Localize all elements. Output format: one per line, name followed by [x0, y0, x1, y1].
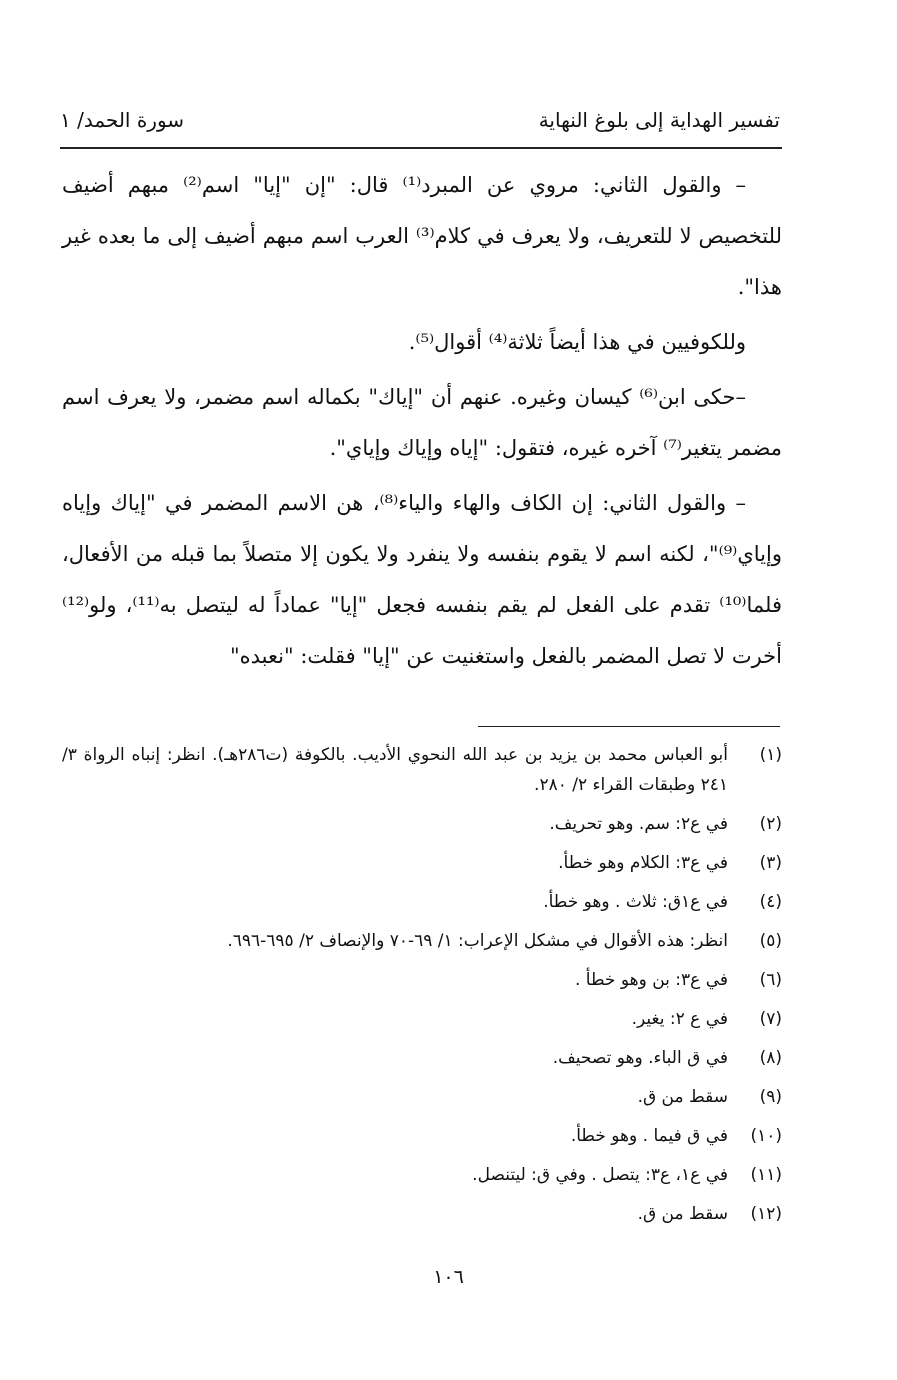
footnote-text: في ع٢: سم. وهو تحريف. [549, 814, 728, 834]
footnote-text: انظر: هذه الأقوال في مشكل الإعراب: ١/ ٦٩-٧٠ والإنصاف ٢/ ٦٩٥-٦٩٦. [227, 931, 728, 951]
paragraph: – والقول الثاني: مروي عن المبرد⁽¹⁾ قال: "إن "إيا" اسم⁽²⁾ مبهم أضيف للتخصيص لا للتعريف، ولا يعرف في كلام⁽³⁾ العرب اسم مبهم أضيف إلى ما بعده غير هذا". [62, 173, 782, 299]
footnote-item [62, 1043, 782, 1073]
footnote-number: (٩) [759, 1087, 782, 1107]
footnote-number: (١٢) [750, 1204, 782, 1224]
paragraph: وللكوفيين في هذا أيضاً ثلاثة⁽⁴⁾ أقوال⁽⁵⁾. [408, 330, 746, 354]
footnote-text: في ع ٢: يغير. [631, 1009, 728, 1029]
footnote-number: (٤) [759, 892, 782, 912]
footnote-item [62, 1121, 782, 1151]
footnote-item [62, 926, 782, 956]
footnote-item [62, 740, 782, 800]
footnote-number: (٣) [759, 853, 782, 873]
footnote-item [62, 965, 782, 995]
surah-label: سورة الحمد/ ١ [60, 108, 185, 132]
footnote-text: في ق الباء. وهو تصحيف. [552, 1048, 728, 1068]
footnote-text: في ع٣: الكلام وهو خطأ. [558, 853, 728, 873]
footnote-divider [478, 726, 780, 727]
running-header [60, 108, 780, 142]
main-text [62, 160, 782, 686]
footnote-number: (٧) [759, 1009, 782, 1029]
page-number: ١٠٦ [433, 1266, 464, 1288]
footnote-item [62, 887, 782, 917]
footnote-number: (٢) [759, 814, 782, 834]
footnote-text: في ق فيما . وهو خطأ. [570, 1126, 728, 1146]
header-divider [60, 147, 782, 149]
footnote-text: في ع١ق: ثلاث . وهو خطأ. [543, 892, 728, 912]
footnote-number: (١) [759, 745, 782, 765]
footnote-item [62, 1199, 782, 1229]
paragraph: – والقول الثاني: إن الكاف والهاء والياء⁽⁸⁾، هن الاسم المضمر في "إياك وإياه وإياي⁽⁹⁾"، لكنه اسم لا يقوم بنفسه ولا ينفرد ولا يكون إلا متصلاً بما قبله من الأفعال، فلما⁽¹⁰⁾ تقدم على الفعل لم يقم بنفسه فجعل "إيا" عماداً له ليتصل به⁽¹¹⁾، ولو⁽¹²⁾ أخرت لا تصل المضمر بالفعل واستغنيت عن "إيا" فقلت: "نعبده" [62, 491, 782, 668]
footnote-item [62, 809, 782, 839]
footnote-text: سقط من ق. [637, 1204, 728, 1224]
footnote-item [62, 1160, 782, 1190]
footnote-list [62, 740, 782, 1238]
footnote-number: (٦) [759, 970, 782, 990]
paragraph: –حكى ابن⁽⁶⁾ كيسان وغيره. عنهم أن "إياك" بكماله اسم مضمر، ولا يعرف اسم مضمر يتغير⁽⁷⁾ آخره غيره، فتقول: "إياه وإياك وإياي". [62, 385, 782, 460]
footnote-item [62, 1004, 782, 1034]
footnote-item [62, 848, 782, 878]
footnote-number: (٨) [759, 1048, 782, 1068]
footnote-text: أبو العباس محمد بن يزيد بن عبد الله النحوي الأديب. بالكوفة (ت٢٨٦هـ). انظر: إنباه الرواة ٣/ ٢٤١ وطبقات القراء ٢/ ٢٨٠. [62, 745, 728, 795]
footnote-text: في ع٣: بن وهو خطأ . [575, 970, 728, 990]
footnote-text: في ع١، ع٣: يتصل . وفي ق: ليتنصل. [472, 1165, 728, 1185]
footnote-number: (١٠) [750, 1126, 782, 1146]
footnote-number: (١١) [750, 1165, 782, 1185]
footnote-item [62, 1082, 782, 1112]
footnote-text: سقط من ق. [637, 1087, 728, 1107]
footnote-number: (٥) [759, 931, 782, 951]
book-title: تفسير الهداية إلى بلوغ النهاية [538, 108, 780, 132]
